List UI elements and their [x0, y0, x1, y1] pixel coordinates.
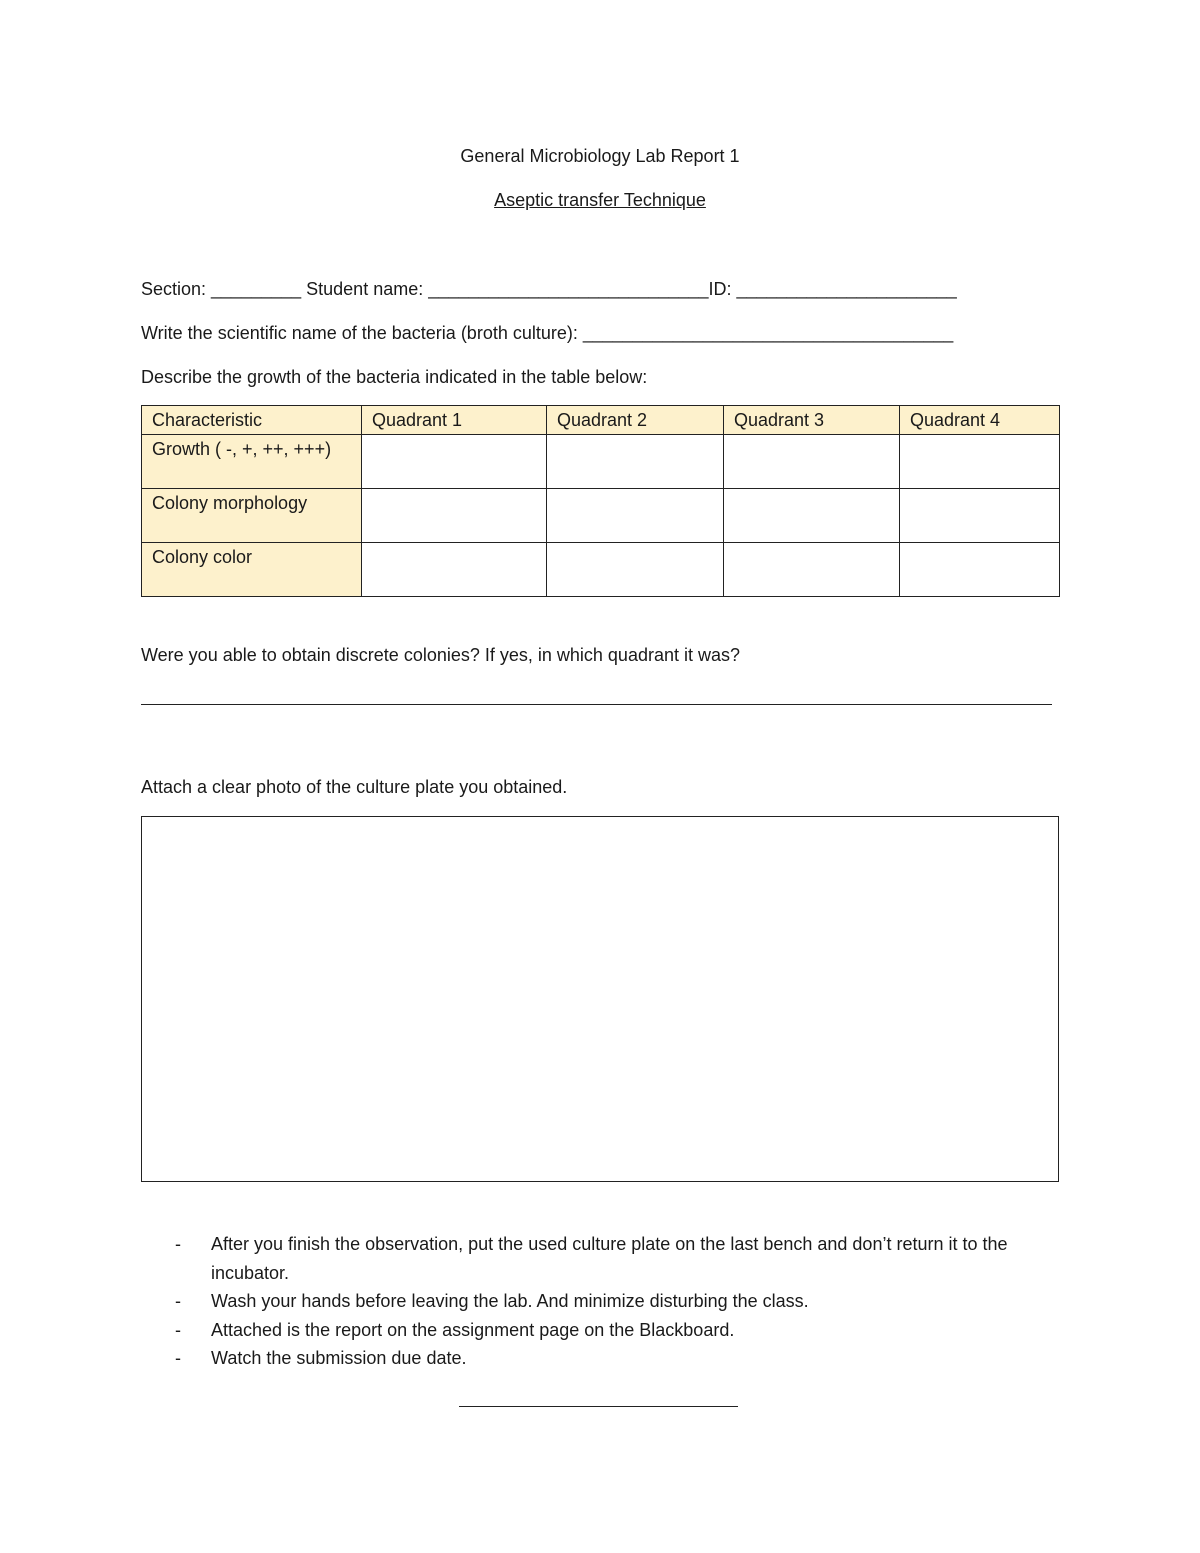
table-cell[interactable]: [724, 489, 900, 543]
table-cell[interactable]: [900, 435, 1060, 489]
table-cell[interactable]: [362, 435, 547, 489]
note-text: Attached is the report on the assignment page on the Blackboard.: [211, 1319, 735, 1340]
header-quadrant-4: Quadrant 4: [900, 406, 1060, 435]
table-cell[interactable]: [547, 543, 724, 597]
table-row: [142, 489, 1060, 543]
note-text: Wash your hands before leaving the lab. And minimize disturbing the class.: [211, 1291, 809, 1311]
closing-line: [459, 1396, 738, 1407]
document-title: General Microbiology Lab Report 1: [460, 146, 740, 166]
table-cell[interactable]: [547, 435, 724, 489]
list-item: [141, 1316, 1081, 1345]
attach-photo-prompt: Attach a clear photo of the culture plate you obtained.: [141, 777, 568, 797]
header-quadrant-1: Quadrant 1: [362, 406, 547, 435]
table-cell[interactable]: [362, 543, 547, 597]
list-item: [141, 1230, 1081, 1287]
note-text: After you finish the observation, put the used culture plate on the last bench and don’t return it to the incubator.: [211, 1234, 1008, 1283]
table-cell[interactable]: [724, 435, 900, 489]
list-item: [141, 1287, 1081, 1316]
section-student-id-line[interactable]: Section: _________ Student name: ____________________________ID: ______________________: [141, 279, 957, 299]
table-cell[interactable]: [362, 489, 547, 543]
answer-line[interactable]: [141, 690, 1052, 705]
table-cell[interactable]: [547, 489, 724, 543]
photo-placeholder-box[interactable]: [141, 816, 1059, 1182]
row-label-colony-morphology: Colony morphology: [142, 489, 362, 543]
bullet-dash: -: [175, 1291, 181, 1311]
note-text: Watch the submission due date.: [211, 1348, 467, 1368]
instructions-list: [141, 1230, 1081, 1373]
header-characteristic: Characteristic: [142, 406, 362, 435]
table-cell[interactable]: [900, 543, 1060, 597]
bullet-dash: -: [175, 1348, 181, 1368]
row-label-growth: Growth ( -, +, ++, +++): [142, 435, 362, 489]
row-label-colony-color: Colony color: [142, 543, 362, 597]
discrete-colonies-question: Were you able to obtain discrete colonies? If yes, in which quadrant it was?: [141, 645, 741, 665]
document-subtitle: Aseptic transfer Technique: [494, 190, 706, 210]
describe-growth-prompt: Describe the growth of the bacteria indicated in the table below:: [141, 367, 648, 387]
table-row: [142, 435, 1060, 489]
list-item: [141, 1344, 1081, 1373]
bullet-dash: -: [175, 1319, 181, 1340]
table-cell[interactable]: [724, 543, 900, 597]
scientific-name-line[interactable]: Write the scientific name of the bacteria (broth culture): _____________________________________: [141, 323, 954, 343]
table-row: [142, 543, 1060, 597]
bullet-dash: -: [175, 1234, 181, 1254]
header-quadrant-3: Quadrant 3: [724, 406, 900, 435]
table-cell[interactable]: [900, 489, 1060, 543]
growth-table: [141, 405, 1060, 597]
table-header-row: [142, 406, 1060, 435]
header-quadrant-2: Quadrant 2: [547, 406, 724, 435]
